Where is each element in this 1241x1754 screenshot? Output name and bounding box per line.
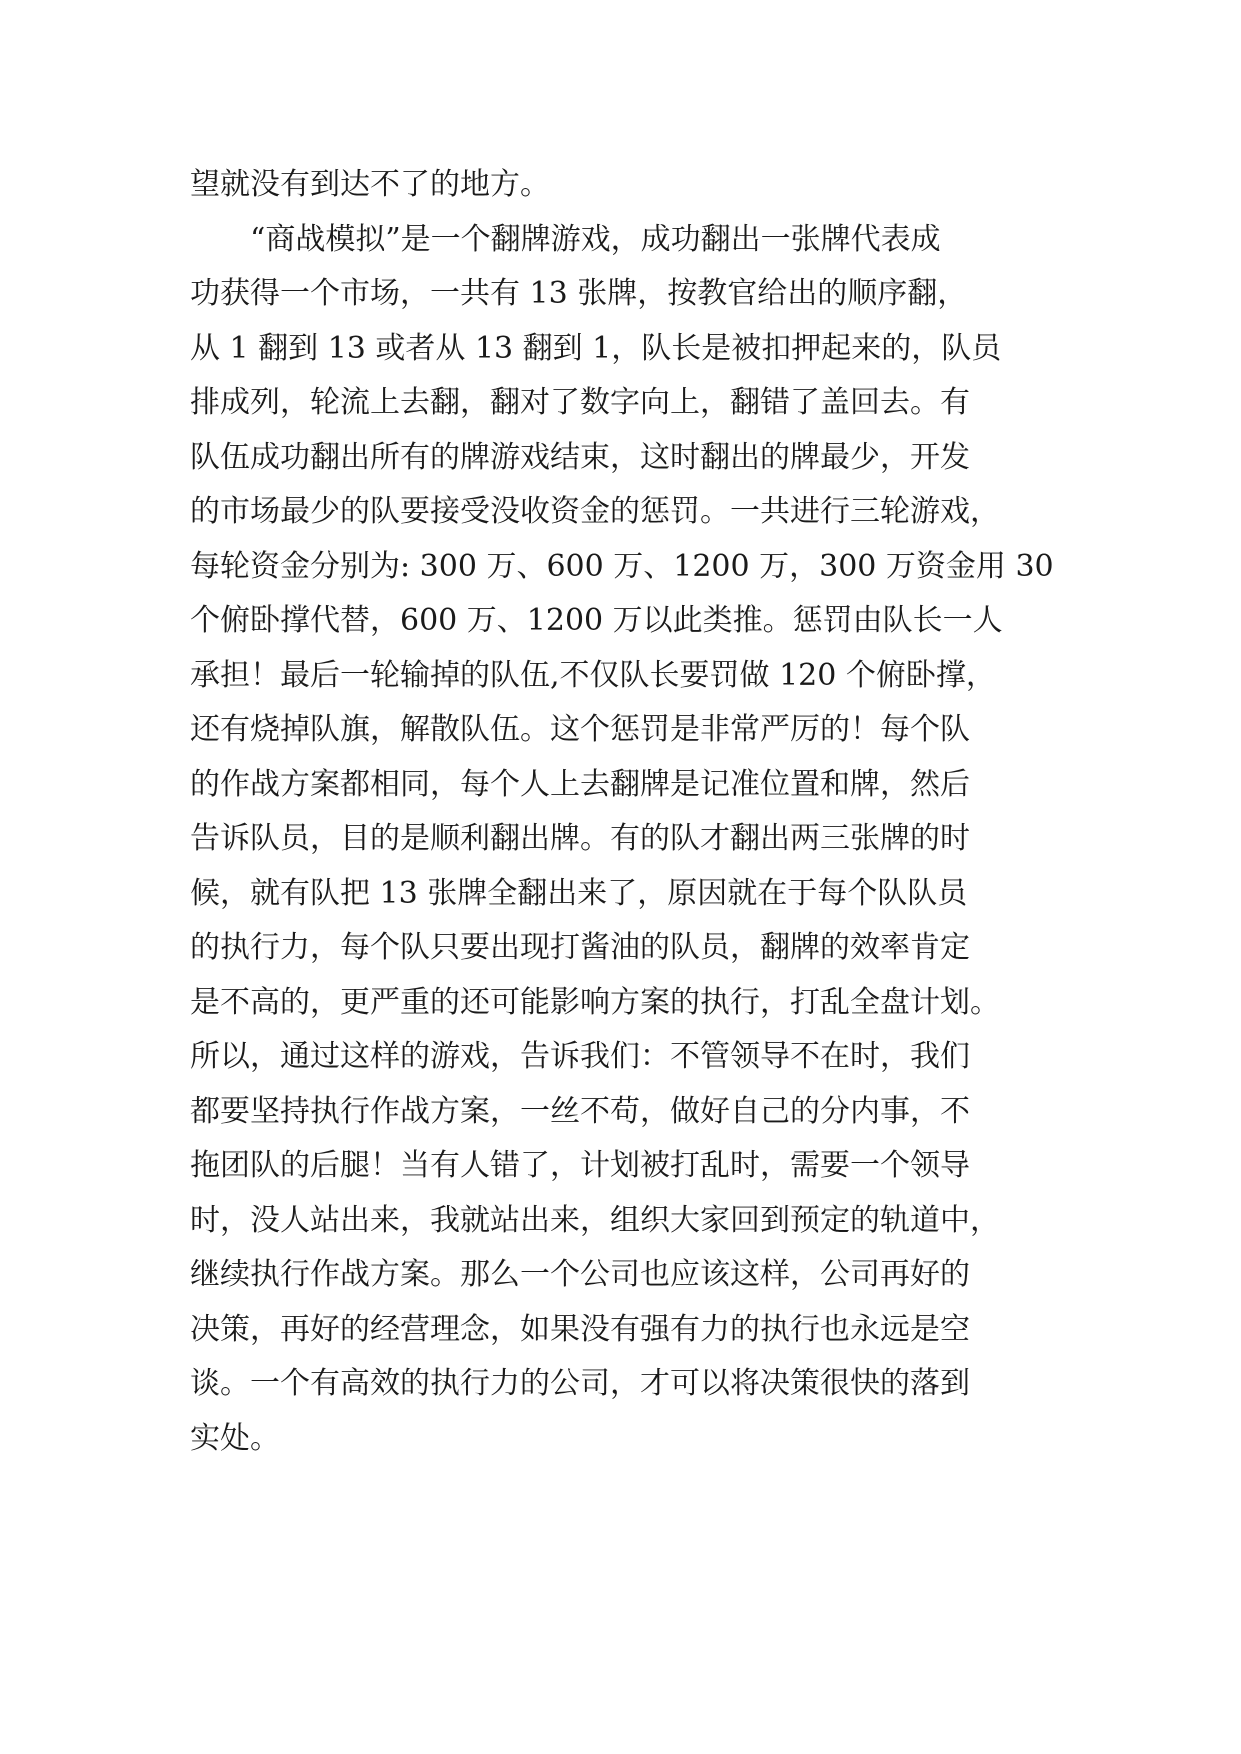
text-line: 的作战方案都相同，每个人上去翻牌是记准位置和牌，然后 (190, 766, 970, 802)
text-line: 是不高的，更严重的还可能影响方案的执行，打乱全盘计划。 (190, 984, 1000, 1020)
text-line: 承担！最后一轮输掉的队伍,不仅队长要罚做 120 个俯卧撑， (190, 657, 996, 693)
text-line: 每轮资金分别为: 300 万、600 万、1200 万，300 万资金用 30 (190, 548, 1054, 584)
text-line: 拖团队的后腿！当有人错了，计划被打乱时，需要一个领导 (190, 1148, 970, 1183)
text-line: 排成列，轮流上去翻，翻对了数字向上，翻错了盖回去。有 (190, 385, 970, 420)
text-line: 告诉队员，目的是顺利翻出牌。有的队才翻出两三张牌的时 (190, 821, 970, 856)
text-line: 队伍成功翻出所有的牌游戏结束，这时翻出的牌最少，开发 (190, 439, 970, 475)
text-line: 的执行力，每个队只要出现打酱油的队员，翻牌的效率肯定 (190, 930, 970, 965)
text-line: 时，没人站出来，我就站出来，组织大家回到预定的轨道中， (190, 1202, 1000, 1238)
body-text (190, 158, 1070, 1466)
text-line: 的市场最少的队要接受没收资金的惩罚。一共进行三轮游戏， (190, 494, 1000, 529)
text-line: 候，就有队把 13 张牌全翻出来了，原因就在于每个队队员 (190, 875, 968, 911)
text-line: 从 1 翻到 13 或者从 13 翻到 1，队长是被扣押起来的，队员 (190, 330, 1002, 366)
text-line: 所以，通过这样的游戏，告诉我们：不管领导不在时，我们 (190, 1039, 970, 1074)
text-line: 继续执行作战方案。那么一个公司也应该这样，公司再好的 (190, 1257, 970, 1292)
text-line: 还有烧掉队旗，解散队伍。这个惩罚是非常严厉的！每个队 (190, 712, 970, 747)
text-line: 功获得一个市场，一共有 13 张牌，按教官给出的顺序翻， (190, 276, 968, 311)
text-line: 望就没有到达不了的地方。 (190, 167, 550, 202)
text-line: 都要坚持执行作战方案，一丝不苟，做好自己的分内事，不 (190, 1093, 970, 1129)
text-line: “商战模拟”是一个翻牌游戏，成功翻出一张牌代表成 (190, 221, 941, 257)
text-line: 决策，再好的经营理念，如果没有强有力的执行也永远是空 (190, 1311, 970, 1347)
text-line: 个俯卧撑代替，600 万、1200 万以此类推。惩罚由队长一人 (190, 603, 1003, 638)
text-line: 谈。一个有高效的执行力的公司，才可以将决策很快的落到 (190, 1366, 970, 1401)
text-line: 实处。 (190, 1420, 280, 1456)
